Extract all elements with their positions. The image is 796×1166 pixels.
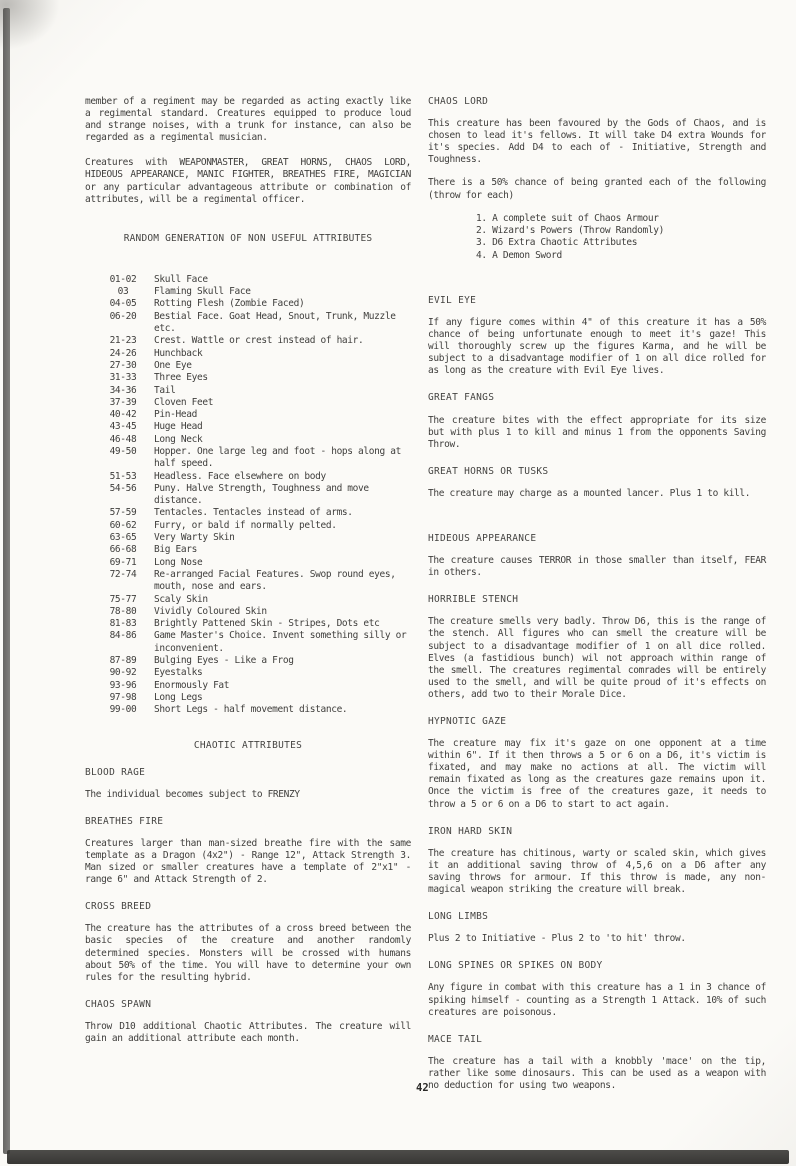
section-body: The creature has chitinous, warty or scaled skin, which gives it an additional saving throw of 4,5,6 on a D6 after any saving throws for armour. If this throw is made, any non-magical weapon striking the creature will break. xyxy=(428,847,766,896)
dice-range: 43-45 xyxy=(109,421,137,433)
dice-range: 27-30 xyxy=(109,359,137,371)
random-attributes-table xyxy=(85,274,411,717)
dice-range: 99-00 xyxy=(109,704,137,716)
dice-range: 40-42 xyxy=(109,409,137,421)
section-blood-rage xyxy=(85,767,411,801)
section-title: HORRIBLE STENCH xyxy=(428,594,519,606)
section-body: Any figure in combat with this creature has a 1 in 3 chance of spiking himself - counting as a Strength 1 Attack. 10% of such creatures are poisonous. xyxy=(428,982,766,1018)
section-cross-breed xyxy=(85,901,411,984)
section-title: IRON HARD SKIN xyxy=(428,825,513,837)
table-row xyxy=(101,385,411,397)
section-body: Creatures larger than man-sized breathe fire with the same template as a Dragon (4x2") - Range 12", Attack Strength 3. Man sized or smaller creatures have a template of 2"x1" - range 6" and Attack Strength of 2. xyxy=(85,837,411,886)
table-row xyxy=(101,446,411,471)
table-row xyxy=(101,311,411,336)
table-row xyxy=(101,274,411,286)
dice-range: 90-92 xyxy=(109,667,137,679)
dice-range: 31-33 xyxy=(109,372,137,384)
section-title: HIDEOUS APPEARANCE xyxy=(428,532,537,544)
section-body: This creature has been favoured by the Gods of Chaos, and is chosen to lead it's fellows. It will take D4 extra Wounds for it's species. Add D4 to each of - Initiative, Strength and Toughness. xyxy=(428,118,766,166)
dice-range: 54-56 xyxy=(109,482,137,494)
list-item: 3. D6 Extra Chaotic Attributes xyxy=(476,237,638,249)
dice-range: 34-36 xyxy=(109,384,137,396)
table-row xyxy=(101,569,411,594)
dice-range: 69-71 xyxy=(109,556,137,568)
dice-range: 81-83 xyxy=(109,618,137,630)
table-row xyxy=(101,360,411,372)
table-row xyxy=(101,397,411,409)
section-body: The creature has the attributes of a cross breed between the basic species of the creature and another randomly determined species. Monsters will be crossed with humans about 50% of the time. You will have to determine your own rules for the resulting hybrid. xyxy=(85,923,411,983)
table-row xyxy=(101,704,411,716)
section-title: BREATHES FIRE xyxy=(85,815,164,827)
section-title: HYPNOTIC GAZE xyxy=(428,716,507,727)
section-body: The individual becomes subject to FRENZY xyxy=(85,788,300,800)
section-hypnotic-gaze xyxy=(428,716,766,811)
section-hideous-appearance xyxy=(428,533,766,579)
table-row xyxy=(101,520,411,532)
section-evil-eye xyxy=(428,295,766,378)
attribute-description: Headless. Face elsewhere on body xyxy=(154,470,326,482)
table-row xyxy=(101,557,411,569)
table-row xyxy=(101,434,411,446)
table-row xyxy=(101,692,411,704)
intro-paragraph-2: Creatures with WEAPONMASTER, GREAT HORNS, CHAOS LORD, HIDEOUS APPEARANCE, MANIC FIGHTER, BREATHES FIRE, MAGICIAN or any particular advantageous attribute or combination of attributes, will be a regimental officer. xyxy=(85,157,411,205)
list-item: 4. A Demon Sword xyxy=(476,249,562,261)
section-title: CHAOS LORD xyxy=(428,96,489,107)
page-number: 42 xyxy=(416,1082,429,1094)
attribute-description: Furry, or bald if normally pelted. xyxy=(154,519,337,531)
section-body: The creature bites with the effect appropriate for its size but with plus 1 to kill and minus 1 from the opponents Saving Throw. xyxy=(428,414,766,450)
dice-range: 06-20 xyxy=(109,310,137,322)
table-row xyxy=(101,286,411,298)
attribute-description: Tentacles. Tentacles instead of arms. xyxy=(154,507,353,519)
section-breathes-fire xyxy=(85,816,411,886)
section-mace-tail xyxy=(428,1034,766,1092)
dice-range: 46-48 xyxy=(109,433,137,445)
attribute-description: Long Nose xyxy=(154,556,203,568)
attribute-description: Vividly Coloured Skin xyxy=(154,605,267,617)
dice-range: 04-05 xyxy=(109,298,137,310)
section-title: CHAOS SPAWN xyxy=(85,998,152,1010)
chaos-lord-grants-list xyxy=(428,213,766,262)
dice-range: 60-62 xyxy=(109,519,137,531)
section-long-spines xyxy=(428,960,766,1018)
section-body: There is a 50% chance of being granted each of the following (throw for each) xyxy=(428,177,766,201)
table-row xyxy=(101,409,411,421)
table-row xyxy=(101,680,411,692)
table-row xyxy=(101,532,411,544)
list-item: 2. Wizard's Powers (Throw Randomly) xyxy=(476,224,664,236)
table-row xyxy=(101,630,411,655)
section-horrible-stench xyxy=(428,594,766,701)
attribute-description: Three Eyes xyxy=(154,372,208,384)
intro-paragraph-1: member of a regiment may be regarded as acting exactly like a regimental standard. Creatures equipped to produce loud and strange noises, with a trunk for instance, can also be regarded as a regimental musician. xyxy=(85,96,411,144)
attribute-description: Cloven Feet xyxy=(154,396,214,408)
attribute-description: Game Master's Choice. Invent something silly or inconvenient. xyxy=(154,630,407,654)
section-title: BLOOD RAGE xyxy=(85,766,146,778)
left-column xyxy=(85,96,411,1103)
dice-range: 84-86 xyxy=(109,630,137,642)
attribute-description: Long Neck xyxy=(154,433,203,445)
section-title: CROSS BREED xyxy=(85,901,152,913)
table-row xyxy=(101,507,411,519)
section-title: MACE TAIL xyxy=(428,1033,483,1045)
dice-range: 72-74 xyxy=(109,568,137,580)
attribute-description: Skull Face xyxy=(154,273,208,285)
dice-range: 21-23 xyxy=(109,335,137,347)
dice-range: 57-59 xyxy=(109,507,137,519)
table-row xyxy=(101,421,411,433)
table-row xyxy=(101,483,411,508)
dice-range: 75-77 xyxy=(109,593,137,605)
section-great-fangs xyxy=(428,392,766,450)
dice-range: 01-02 xyxy=(109,273,137,285)
section-great-horns-or-tusks xyxy=(428,466,766,500)
dice-range: 87-89 xyxy=(109,655,137,667)
random-table-heading: RANDOM GENERATION OF NON USEFUL ATTRIBUTES xyxy=(123,232,373,244)
table-row xyxy=(101,335,411,347)
attribute-description: Crest. Wattle or crest instead of hair. xyxy=(154,335,364,347)
table-row xyxy=(101,298,411,310)
dice-range: 37-39 xyxy=(109,396,137,408)
table-row xyxy=(101,471,411,483)
dice-range: 66-68 xyxy=(109,544,137,556)
table-row xyxy=(101,594,411,606)
attribute-description: Rotting Flesh (Zombie Faced) xyxy=(154,298,305,310)
attribute-description: Tail xyxy=(154,384,176,396)
attribute-description: Bestial Face. Goat Head, Snout, Trunk, Muzzle etc. xyxy=(154,310,396,335)
section-body: The creature may fix it's gaze on one opponent at a time within 6". If it then throws a 5 or 6 on a D6, it's victim is fixated, and may make no actions at all. The victim will remain fixated as long as the creatures gaze remains upon it. Once the victim is free of the creatures gaze, it needs to throw a 5 or 6 on a D6 to start to act again. xyxy=(428,738,766,810)
attribute-description: One Eye xyxy=(154,359,192,371)
table-row xyxy=(101,544,411,556)
attribute-description: Brightly Pattened Skin - Stripes, Dots etc xyxy=(154,618,380,630)
section-body: Throw D10 additional Chaotic Attributes. The creature will gain an additional attribute each month. xyxy=(85,1020,411,1045)
attribute-description: Short Legs - half movement distance. xyxy=(154,704,348,716)
dice-range: 51-53 xyxy=(109,470,137,482)
scan-edge-bottom xyxy=(7,1150,789,1164)
section-title: EVIL EYE xyxy=(428,294,477,306)
chaotic-attributes-heading: CHAOTIC ATTRIBUTES xyxy=(193,739,303,751)
attribute-description: Hopper. One large leg and foot - hops along at half speed. xyxy=(154,446,401,470)
section-title: LONG SPINES OR SPIKES ON BODY xyxy=(428,960,603,972)
list-item: 1. A complete suit of Chaos Armour xyxy=(476,212,659,224)
dice-range: 78-80 xyxy=(109,605,137,617)
dice-range: 49-50 xyxy=(109,446,137,457)
section-body: Plus 2 to Initiative - Plus 2 to 'to hit' throw. xyxy=(428,933,686,945)
attribute-description: Eyestalks xyxy=(154,667,203,679)
table-row xyxy=(101,667,411,679)
attribute-description: Long Legs xyxy=(154,691,203,703)
section-chaos-lord xyxy=(428,96,766,262)
section-title: GREAT HORNS OR TUSKS xyxy=(428,465,549,477)
section-body: The creature causes TERROR in those smaller than itself, FEAR in others. xyxy=(428,555,766,579)
right-column xyxy=(428,96,766,1103)
dice-range: 24-26 xyxy=(109,347,137,359)
attribute-description: Bulging Eyes - Like a Frog xyxy=(154,655,294,667)
table-row xyxy=(101,606,411,618)
table-row xyxy=(101,348,411,360)
section-body: If any figure comes within 4" of this creature it has a 50% chance of being unfortunate enough to meet it's gaze! This will thoroughly screw up the figures Karma, and he will be subject to a disadvantage modifier of 1 on all dice rolled for as long as the creature with Evil Eye lives. xyxy=(428,316,766,377)
table-row xyxy=(101,372,411,384)
table-row xyxy=(101,655,411,667)
section-title: GREAT FANGS xyxy=(428,392,495,404)
attribute-description: Pin-Head xyxy=(154,409,197,421)
attribute-description: Flaming Skull Face xyxy=(154,286,251,298)
dice-range: 63-65 xyxy=(109,532,137,544)
attribute-description: Very Warty Skin xyxy=(154,532,235,544)
attribute-description: Re-arranged Facial Features. Swop round eyes, mouth, nose and ears. xyxy=(154,568,396,593)
attribute-description: Puny. Halve Strength, Toughness and move distance. xyxy=(154,482,369,507)
section-body: The creature smells very badly. Throw D6, this is the range of the stench. All figures who can smell the creature will be subject to a disadvantage modifier of 1 on all dice rolled. Elves (a fastidious bunch) wil not approach within range of the smell. The creatures regimental comrades will be entirely used to the smell, and will be quite proud of it's effects on others, add two to their Morale Dice. xyxy=(428,616,766,700)
section-long-limbs xyxy=(428,911,766,945)
section-title: LONG LIMBS xyxy=(428,911,489,923)
attribute-description: Enormously Fat xyxy=(154,679,230,691)
section-iron-hard-skin xyxy=(428,826,766,896)
attribute-description: Huge Head xyxy=(154,421,203,433)
attribute-description: Scaly Skin xyxy=(154,593,208,605)
attribute-description: Hunchback xyxy=(154,347,203,359)
section-body: The creature has a tail with a knobbly 'mace' on the tip, rather like some dinosaurs. This can be used as a weapon with no deduction for using two weapons. xyxy=(428,1055,766,1091)
section-chaos-spawn xyxy=(85,999,411,1045)
dice-range: 03 xyxy=(117,286,129,298)
section-body: The creature may charge as a mounted lancer. Plus 1 to kill. xyxy=(428,487,751,499)
attribute-description: Big Ears xyxy=(154,544,197,556)
dice-range: 97-98 xyxy=(109,691,137,703)
table-row xyxy=(101,618,411,630)
dice-range: 93-96 xyxy=(109,679,137,691)
